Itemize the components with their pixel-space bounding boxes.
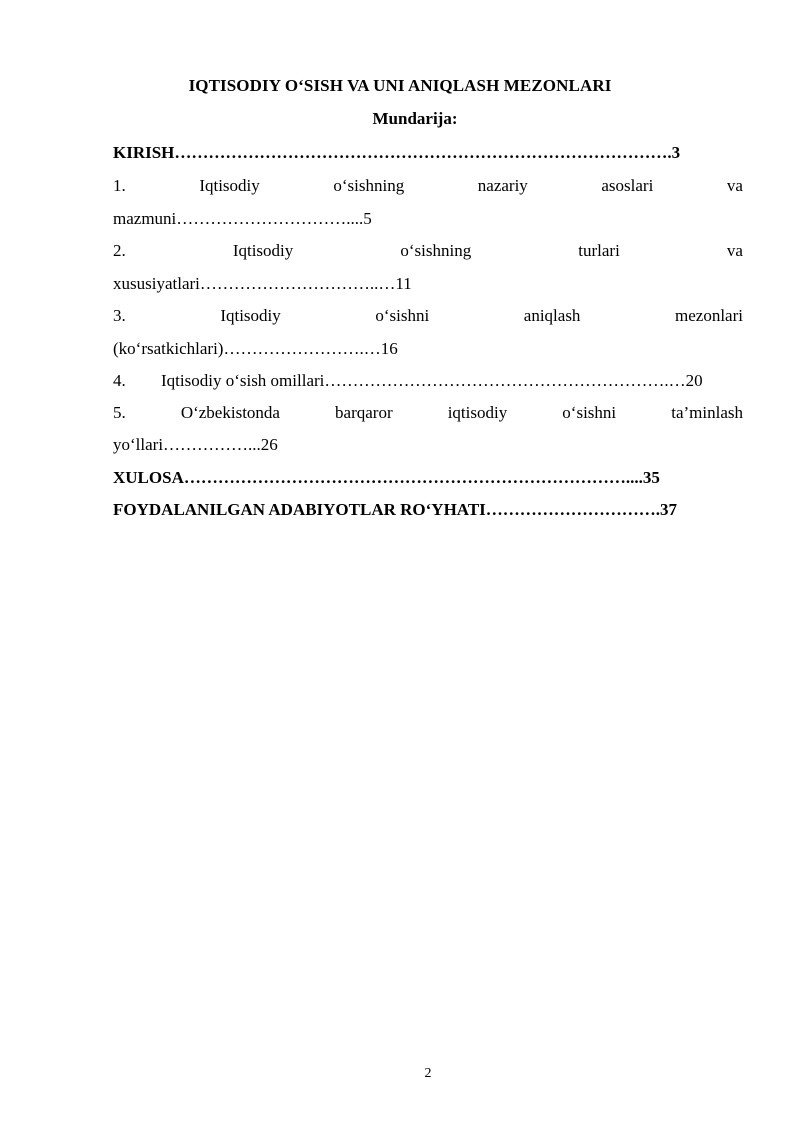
toc-word: asoslari bbox=[601, 176, 654, 195]
toc-page-number: 3 bbox=[671, 143, 681, 162]
toc-entry-1[interactable] bbox=[113, 174, 743, 198]
toc-entry-number: 2. bbox=[113, 241, 126, 260]
toc-entry-number: 5. bbox=[113, 403, 126, 422]
toc-word: O‘zbekistonda bbox=[180, 403, 280, 422]
toc-entry-label: KIRISH bbox=[113, 143, 175, 162]
toc-entry-1-continuation[interactable]: mazmuni…………………………....5 bbox=[113, 209, 372, 228]
toc-word: iqtisodiy bbox=[447, 403, 508, 422]
toc-word: va bbox=[726, 176, 743, 195]
toc-entry-2-continuation[interactable]: xususiyatlari…………………………..…11 bbox=[113, 274, 412, 293]
toc-entry-5-continuation[interactable]: yo‘llari……………...26 bbox=[113, 435, 278, 454]
toc-word: Iqtisodiy bbox=[232, 241, 294, 260]
toc-entry-number: 4. bbox=[113, 371, 126, 390]
toc-entry-xulosa[interactable]: XULOSA……………………………………………………………………....35 bbox=[113, 468, 660, 487]
contents-heading: Mundarija: bbox=[372, 109, 458, 128]
toc-word: o‘sishning bbox=[333, 176, 405, 195]
toc-word: nazariy bbox=[477, 176, 528, 195]
toc-entry-2[interactable] bbox=[113, 239, 743, 263]
toc-entry-kirish[interactable] bbox=[113, 141, 743, 165]
toc-word: turlari bbox=[578, 241, 620, 260]
toc-word: Iqtisodiy bbox=[199, 176, 260, 195]
toc-word: o‘sishning bbox=[400, 241, 472, 260]
toc-entry-references[interactable]: FOYDALANILGAN ADABIYOTLAR RO‘YHATI………………………….37 bbox=[113, 500, 678, 519]
document-title: IQTISODIY O‘SISH VA UNI ANIQLASH MEZONLARI bbox=[188, 76, 612, 95]
toc-entry-3-continuation[interactable]: (ko‘rsatkichlari)…………………….…16 bbox=[113, 339, 398, 358]
toc-entry-number: 1. bbox=[113, 176, 126, 195]
toc-word: o‘sishni bbox=[375, 306, 430, 325]
toc-entry-4[interactable] bbox=[113, 369, 743, 393]
page-number: 2 bbox=[424, 1066, 432, 1081]
toc-entry-number: 3. bbox=[113, 306, 126, 325]
toc-word: Iqtisodiy bbox=[220, 306, 281, 325]
toc-word: barqaror bbox=[335, 403, 393, 422]
toc-entry-text: Iqtisodiy o‘sish omillari…………………………………………………….…20 bbox=[161, 371, 703, 390]
toc-word: o‘sishni bbox=[562, 403, 617, 422]
toc-word: ta’minlash bbox=[671, 403, 743, 422]
toc-word: va bbox=[726, 241, 743, 260]
toc-word: aniqlash bbox=[523, 306, 581, 325]
toc-leader-dots: ……………………………………………………………………………. bbox=[174, 143, 672, 162]
toc-entry-3[interactable] bbox=[113, 304, 743, 328]
toc-word: mezonlari bbox=[675, 306, 743, 325]
toc-entry-5[interactable] bbox=[113, 401, 743, 425]
